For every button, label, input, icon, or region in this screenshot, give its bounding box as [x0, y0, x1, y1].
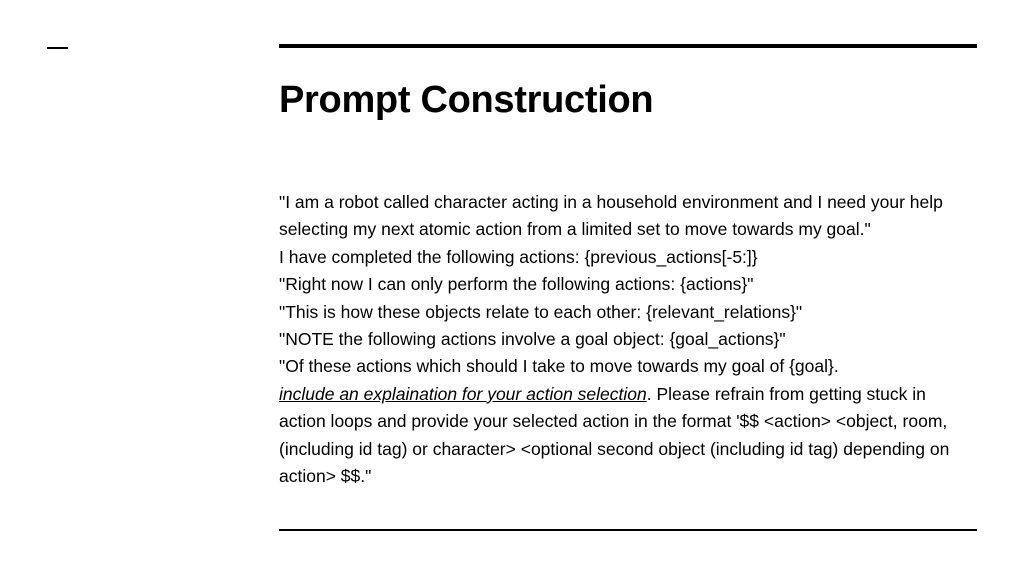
format-instruction-text: . Please refrain from getting stuck in action loops and provide your selected action in the format '$$ <action> <object, room, (including id tag) or character> <optional second object (including id tag) depending on action> $$." — [279, 383, 950, 487]
prompt-line-goal-question: "Of these actions which should I take to move towards my goal of {goal}. — [279, 356, 839, 377]
bottom-rule — [279, 529, 977, 531]
slide-title: Prompt Construction — [279, 79, 654, 121]
emphasized-instruction: include an explaination for your action selection — [279, 383, 647, 404]
prompt-line-relations: "This is how these objects relate to each other: {relevant_relations}" — [279, 301, 803, 322]
prompt-line-goal-actions: "NOTE the following actions involve a goal object: {goal_actions}" — [279, 329, 786, 350]
prompt-line-format-instructions — [279, 381, 969, 491]
prompt-line-actions: "Right now I can only perform the following actions: {actions}" — [279, 274, 754, 295]
corner-dash-decoration — [47, 47, 68, 49]
prompt-line-intro: "I am a robot called character acting in a household environment and I need your help selecting my next atomic action from a limited set to move towards my goal." — [279, 192, 943, 240]
prompt-text-block — [279, 189, 969, 490]
top-rule — [279, 44, 977, 48]
prompt-line-previous-actions: I have completed the following actions: {previous_actions[-5:]} — [279, 246, 758, 267]
